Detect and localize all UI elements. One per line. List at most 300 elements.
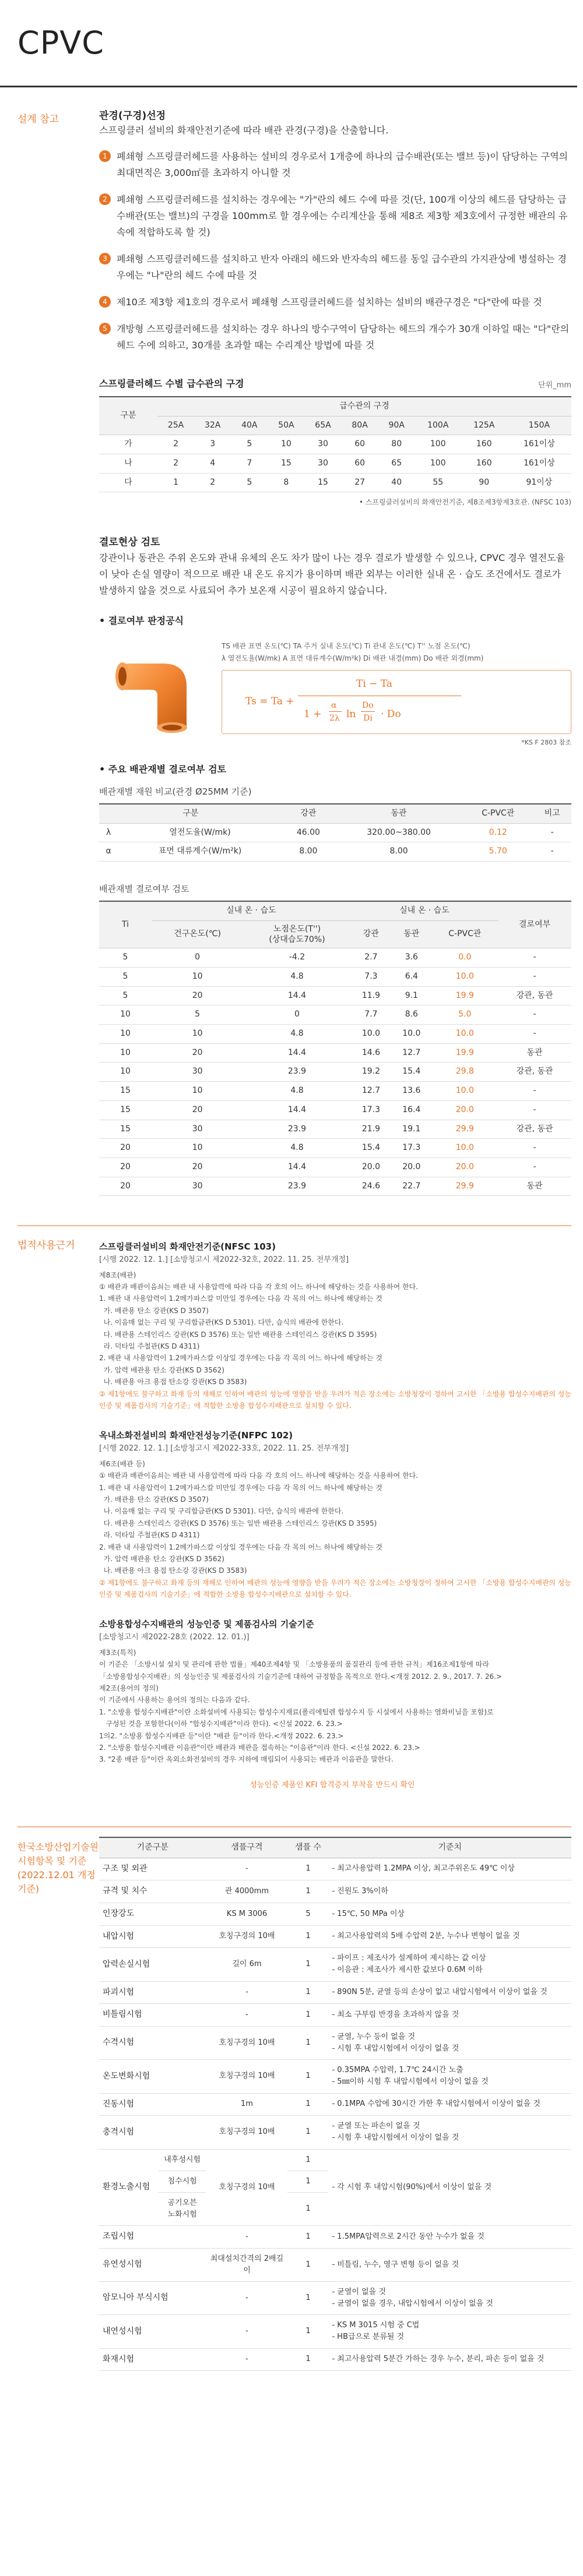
table-cell: 5: [231, 435, 268, 454]
law-block: [99, 1618, 571, 1765]
std-category: 내연성시험: [99, 2315, 206, 2348]
law-title: 소방용합성수지배관의 성능인증 및 제품검사의 기술기준: [99, 1619, 314, 1630]
table-cell: 22.7: [391, 1177, 431, 1196]
table-cell: 12.7: [351, 1082, 391, 1101]
std-sample: 호칭구경의 10배: [206, 2149, 287, 2226]
table-row: [99, 1177, 571, 1196]
head-table-col: 150A: [507, 416, 571, 435]
cell-name: 표면 대류계수(W/m²k): [118, 842, 282, 862]
table-row: [99, 1005, 571, 1025]
table-row: [99, 948, 571, 968]
law-text: [99, 1269, 571, 1412]
table-cell: -: [498, 1005, 571, 1025]
table-row: [99, 2060, 571, 2093]
table-row: [99, 986, 571, 1005]
law-block: [99, 1240, 571, 1411]
std-category: 온도변화시험: [99, 2060, 206, 2093]
law-line: 가. 압력 배관용 탄소 강관(KS D 3562): [99, 1554, 224, 1563]
table-cell: 4.8: [243, 1139, 351, 1158]
table-cell: 161이상: [507, 435, 571, 454]
table-cell: 5: [99, 968, 152, 987]
std-count: 1: [287, 2171, 328, 2192]
table-cell: 20.0: [351, 1158, 391, 1177]
std-criteria: - 균열이 없을 것 - 균열이 없을 경우, 내압시험에서 이상이 없을 것: [328, 2282, 571, 2315]
item-text: 개방형 스프링클러헤드를 설치하는 경우 하나의 방수구역이 담당하는 헤드의 개수가 30개 이하일 때는 "다"란의 헤드 수에 의하고, 30개를 초과할 때는 수리계산 방법에 따를 것: [117, 323, 570, 351]
head-table-columns: [99, 416, 571, 435]
table-cell: -: [498, 948, 571, 968]
table-row: [99, 2116, 571, 2149]
table-row: [99, 2348, 571, 2371]
law-line: 제3조(특칙): [99, 1648, 136, 1657]
table-cell: 9.1: [391, 986, 431, 1005]
divider-law: [17, 1225, 571, 1226]
table-row: [99, 1120, 571, 1139]
table-cell: 20: [152, 986, 243, 1005]
table-cell: 5: [152, 1005, 243, 1025]
law-line: 다. 배관용 스테인리스 강관(KS D 3576) 또는 일반 배관용 스테인리스 강관(KS D 3595): [99, 1330, 377, 1339]
design-item: [99, 321, 571, 354]
table-cell: 24.6: [351, 1177, 391, 1196]
table-cell: -: [498, 1082, 571, 1101]
table-cell: 30: [304, 454, 341, 474]
formula-legend: [222, 640, 571, 664]
table-cell: -: [498, 1025, 571, 1044]
item-number-badge: 4: [99, 296, 111, 308]
table-row: [99, 1025, 571, 1044]
cpvc-elbow-icon: [99, 640, 210, 739]
table-row: [99, 1880, 571, 1903]
table-cell: 19.2: [351, 1063, 391, 1082]
table-row: [99, 1925, 571, 1948]
table-cell: 21.9: [351, 1120, 391, 1139]
formula-cite: *KS F 2803 참조: [521, 738, 571, 746]
table-cell: 10: [152, 1139, 243, 1158]
table-row: [99, 2226, 571, 2249]
std-count: 1: [287, 2026, 328, 2059]
material-compare-table: [99, 803, 571, 862]
std-subcategory: 공기오븐 노화시험: [159, 2192, 206, 2225]
std-sample: 1m: [206, 2093, 287, 2116]
head-table-col: 40A: [231, 416, 268, 435]
table-row: [99, 823, 571, 842]
std-category: 압력손실시험: [99, 1948, 206, 1981]
law-body: [99, 1234, 577, 1765]
table-cell: 15: [99, 1082, 152, 1101]
table-cell: 20.0: [432, 1100, 498, 1120]
table-cell: 11.9: [351, 986, 391, 1005]
item-number-badge: 5: [99, 323, 111, 334]
std-criteria: - 균열, 누수 등이 없을 것 - 시험 후 내압시험에서 이상이 없을 것: [328, 2026, 571, 2059]
std-count: 1: [287, 2315, 328, 2348]
std-sample: -: [206, 2315, 287, 2348]
law-line: 가. 압력 배관용 탄소 강관(KS D 3562): [99, 1365, 224, 1374]
head-table-col: 65A: [304, 416, 341, 435]
result-h-room: 실내 온 · 습도: [152, 901, 351, 920]
std-category: 수격시험: [99, 2026, 206, 2059]
table-cell: 60: [342, 454, 378, 474]
formula-ts: Ts = Ta +: [245, 695, 294, 707]
table-row: [99, 842, 571, 862]
table-cell: 160: [461, 454, 507, 474]
table-cell: 8: [268, 473, 304, 492]
row-label: 가: [99, 435, 157, 454]
law-line: 「소방용합성수지배관」의 성능인증 및 제품검사의 기술기준에 대하여 규정함을 목적으로 한다.<개정 2012. 2. 9., 2017. 7. 26.>: [99, 1672, 502, 1681]
std-sample: -: [206, 1981, 287, 2004]
table-row: [99, 1981, 571, 2004]
table-cell: 40: [378, 473, 415, 492]
result-h-cond: 결로여부: [498, 901, 571, 948]
table-cell: 10: [99, 1063, 152, 1082]
standards-section: [0, 1837, 583, 2371]
std-criteria: - 최고사용압력의 5배 수압력 2분, 누수나 변형이 없을 것: [328, 1925, 571, 1948]
table-row: [99, 473, 571, 492]
std-count: 1: [287, 2248, 328, 2281]
std-category: 조립시험: [99, 2226, 206, 2249]
result-title: 배관재별 결로여부 검토: [99, 884, 189, 895]
table-cell: 4.8: [243, 1082, 351, 1101]
table-row: [99, 1100, 571, 1120]
formula-numerator: Ti − Ta: [356, 677, 392, 690]
std-count: 1: [287, 1948, 328, 1981]
design-item-list: [99, 149, 571, 354]
std-category: 암모니아 부식시험: [99, 2282, 206, 2315]
table-cell: 100: [415, 435, 461, 454]
formula-legend-line-2: λ 열전도율(W/mk) A 표면 대류계수(W/m²k) Di 배관 내경(mm) Do 배관 외경(mm): [222, 654, 484, 662]
table-cell: 10.0: [432, 1082, 498, 1101]
table-cell: 20: [99, 1177, 152, 1196]
result-h-dry: 건구온도(℃): [152, 920, 243, 948]
std-count: 1: [287, 2116, 328, 2149]
design-heading: 관경(구경)선정: [99, 110, 166, 122]
law-line: 구성된 것을 포함한다(이하 "합성수지배관"이라 한다). <신설 2022. 6. 23.>: [99, 1720, 343, 1728]
std-criteria: - KS M 3015 시험 중 C법 - HB급으로 분류될 것: [328, 2315, 571, 2348]
formula-tail: · Do: [381, 708, 401, 720]
std-sample: -: [206, 2226, 287, 2249]
std-sample: 호칭구경의 10배: [206, 1925, 287, 1948]
table-cell: 4.8: [243, 1025, 351, 1044]
table-cell: 10.0: [351, 1025, 391, 1044]
head-table-col: 100A: [415, 416, 461, 435]
head-table-header: [99, 377, 571, 391]
law-line: 다. 배관용 스테인리스 강관(KS D 3576) 또는 일반 배관용 스테인리스 강관(KS D 3595): [99, 1519, 377, 1527]
table-cell: 10: [152, 1025, 243, 1044]
design-section: [0, 108, 583, 1196]
item-number-badge: 1: [99, 150, 111, 162]
std-criteria: - 파이프 : 제조사가 설계하여 제시하는 값 이상 - 이음관 : 제조사가 제시한 값보다 0.6M 이하: [328, 1948, 571, 1981]
table-cell: 10: [99, 1043, 152, 1063]
std-count: 1: [287, 1925, 328, 1948]
formula-do: Do: [362, 700, 374, 710]
table-row: [99, 1948, 571, 1981]
table-cell: 10: [268, 435, 304, 454]
table-cell: 14.4: [243, 1043, 351, 1063]
head-table-col: 80A: [342, 416, 378, 435]
table-cell: 14.6: [351, 1043, 391, 1063]
head-table-note: • 스프링클러설비의 화재안전기준, 제8조제3항제3호관. (NFSC 103): [359, 498, 571, 507]
std-sample: -: [206, 1858, 287, 1880]
law-line: 2. 배관 내 사용압력이 1.2메가파스칼 이상일 경우에는 다음 각 목의 어느 하나에 해당하는 것: [99, 1354, 382, 1363]
table-cell: 12.7: [391, 1043, 431, 1063]
result-h-cpvc: C-PVC관: [432, 920, 498, 948]
law-text: [99, 1458, 571, 1601]
page-header: [0, 0, 577, 87]
table-cell: 160: [461, 435, 507, 454]
table-cell: 20.0: [391, 1158, 431, 1177]
table-cell: 30: [152, 1177, 243, 1196]
law-line: 1. "소방용 합성수지배관"이란 소화설비에 사용되는 합성수지재료(폴리에틸렌 합성수지 등 시설에서 사용하는 염화비닐을 포함)로: [99, 1707, 494, 1716]
std-sample: -: [206, 2348, 287, 2371]
item-text: 폐쇄형 스프링클러헤드를 설치하는 경우에는 "가"란의 헤드 수에 따를 것(단, 100개 이상의 헤드를 담당하는 급수배관(또는 밸브)의 구경을 100mm로 할 경우에는 수리계산을 통해 제8조 제3항 제3호에서 규정한 배관의 유속에 적합하도록 할 것): [117, 194, 568, 238]
result-h-steel: 강관: [351, 920, 391, 948]
design-label: 설계 참고: [17, 114, 59, 125]
table-row: [99, 2282, 571, 2315]
std-count: 1: [287, 2149, 328, 2171]
table-cell: 3: [194, 435, 231, 454]
table-cell: 10: [99, 1005, 152, 1025]
law-block: [99, 1429, 571, 1600]
law-line: 나. 이음매 없는 구리 및 구리합금관(KS D 5301). 다만, 습식의 배관에 한한다.: [99, 1507, 344, 1516]
table-cell: 30: [152, 1120, 243, 1139]
table-cell: 15: [99, 1100, 152, 1120]
item-number-badge: 2: [99, 193, 111, 205]
cell-steel: 46.00: [282, 823, 335, 842]
std-criteria: - 진원도 3%이하: [328, 1880, 571, 1903]
table-cell: 55: [415, 473, 461, 492]
result-h-copper: 동관: [391, 920, 431, 948]
std-sample: -: [206, 2282, 287, 2315]
design-intro: 스프링클러 설비의 화재안전기준에 따라 배관 관경(구경)을 산출합니다.: [99, 125, 389, 136]
std-count: 1: [287, 1981, 328, 2004]
formula-den-prefix: 1 +: [304, 708, 322, 720]
formula-alpha-line: [329, 711, 342, 712]
std-category: 화재시험: [99, 2348, 206, 2371]
table-cell: 0.0: [432, 948, 498, 968]
table-cell: 15.4: [391, 1063, 431, 1082]
table-cell: 20: [99, 1158, 152, 1177]
cell-note: -: [533, 842, 571, 862]
std-count: 1: [287, 2348, 328, 2371]
compare-body: [99, 823, 571, 861]
law-date: [시행 2022. 12. 1.] [소방청고시 제2022-32호, 2022. 11. 25. 전부개정]: [99, 1255, 349, 1264]
std-sample: 호칭구경의 10배: [206, 2116, 287, 2149]
std-criteria: - 비틀림, 누수, 영구 변형 등이 없을 것: [328, 2248, 571, 2281]
std-criteria: - 최고사용압력 1.2MPA 이상, 최고주위온도 49℃ 이상: [328, 1858, 571, 1880]
law-date: [시행 2022. 12. 1.] [소방청고시 제2022-33호, 2022. 11. 25. 전부개정]: [99, 1444, 349, 1453]
std-count: 1: [287, 2004, 328, 2027]
table-row: [99, 2248, 571, 2281]
item-text: 폐쇄형 스프링클러헤드를 설치하고 반자 아래의 헤드와 반자속의 헤드를 동일 급수관의 가지관상에 병설하는 경우에는 "나"란의 헤드 수에 따를 것: [117, 253, 567, 281]
design-item: [99, 294, 571, 310]
table-cell: 10.0: [432, 1025, 498, 1044]
table-row: [99, 2093, 571, 2116]
table-cell: 강관, 동관: [498, 1120, 571, 1139]
table-cell: 29.9: [432, 1120, 498, 1139]
table-row: [99, 1158, 571, 1177]
table-cell: 17.3: [351, 1100, 391, 1120]
table-cell: 20: [152, 1100, 243, 1120]
std-h-category: 기준구분: [99, 1837, 206, 1858]
table-cell: 14.4: [243, 1158, 351, 1177]
table-row: [99, 1082, 571, 1101]
table-cell: 80: [378, 435, 415, 454]
table-cell: 10: [99, 1025, 152, 1044]
table-cell: 4.8: [243, 968, 351, 987]
table-cell: 5: [231, 473, 268, 492]
table-cell: 7.7: [351, 1005, 391, 1025]
item-text: 폐쇄형 스프링클러헤드를 사용하는 설비의 경우로서 1개층에 하나의 급수배관(또는 밸브 등)이 담당하는 구역의 최대면적은 3,000㎡를 초과하지 아니할 것: [117, 151, 568, 179]
law-line: 2. "소방용 합성수지배관 이음관"이란 배관과 배관을 접속하는 "이음관"이라 한다. <신설 2022. 6. 23.>: [99, 1743, 420, 1752]
result-h-room2: 실내 온 · 습도: [351, 901, 498, 920]
formula-do-di-line: [361, 711, 375, 712]
table-cell: 1: [157, 473, 194, 492]
std-sample: 호칭구경의 10배: [206, 2026, 287, 2059]
standards-body: [99, 1837, 577, 2371]
table-row: [99, 2149, 571, 2171]
law-line: 제6조(배관 등): [99, 1459, 145, 1468]
std-criteria: - 최고사용압력 5분간 가하는 경우 누수, 분리, 파손 등이 없을 것: [328, 2348, 571, 2371]
std-category: 충격시험: [99, 2116, 206, 2149]
standards-table: [99, 1837, 571, 2371]
cell-cpvc: 0.12: [463, 823, 533, 842]
table-cell: 10.0: [391, 1025, 431, 1044]
formula-alpha: α: [331, 700, 337, 710]
condensation-intro: 강관이나 동관은 주위 온도와 관내 유체의 온도 차가 많이 나는 경우 결로가 발생할 수 있으나, CPVC 경우 열전도율이 낮아 손실 열량이 적으므로 배관 내 온도 유지가 용이하며 배관 외부는 이러한 실내 온 · 습도 조건에서도 결로가 발생하지 않을 것으로 사료되어 추가 보온재 시공이 필요하지 않습니다.: [99, 552, 566, 597]
table-cell: 14.4: [243, 1100, 351, 1120]
law-highlight: ② 제1항에도 불구하고 화재 등의 재해로 인하여 배관의 성능에 영향을 받을 우려가 적은 장소에는 소방청장이 정하여 고시한 「소방용 합성수지배관의 성능인증 및 제품검사의 기술기준」에 적합한 소방용 합성수지배관으로 설치할 수 있다.: [99, 1578, 571, 1599]
row-label: 다: [99, 473, 157, 492]
head-table-col: 125A: [461, 416, 507, 435]
law-title: 스프링클러설비의 화재안전기준(NFSC 103): [99, 1241, 276, 1252]
row-label: 나: [99, 454, 157, 474]
cell-note: -: [533, 823, 571, 842]
table-cell: -: [498, 1139, 571, 1158]
result-h-ti: Ti: [99, 901, 152, 948]
table-cell: 30: [304, 435, 341, 454]
std-subcategory: 침수시험: [159, 2171, 206, 2192]
compare-h-copper: 동관: [335, 804, 463, 823]
compare-h-cpvc: C-PVC관: [463, 804, 533, 823]
law-text: [99, 1647, 571, 1766]
table-row: [99, 2004, 571, 2027]
formula-2lambda: 2λ: [329, 713, 340, 723]
table-cell: 2: [194, 473, 231, 492]
table-cell: 7.3: [351, 968, 391, 987]
cell-name: 열전도율(W/mk): [118, 823, 282, 842]
std-h-sample: 샘플구격: [206, 1837, 287, 1858]
cell-sym: α: [99, 842, 118, 862]
table-cell: 5: [99, 986, 152, 1005]
std-subcategory: 내후성시험: [159, 2149, 206, 2171]
table-cell: 19.9: [432, 986, 498, 1005]
std-criteria: - 15℃, 50 MPa 이상: [328, 1903, 571, 1925]
item-number-badge: 3: [99, 253, 111, 264]
table-cell: 10.0: [432, 1139, 498, 1158]
formula-equation: [222, 670, 571, 734]
std-sample: -: [206, 2004, 287, 2027]
law-line: 3. "2종 배관 등"이란 옥외소화전설비의 경우 지하에 매립되어 사용되는 배관과 이음관을 말한다.: [99, 1755, 394, 1764]
table-cell: 100: [415, 454, 461, 474]
compare-h-steel: 강관: [282, 804, 335, 823]
std-criteria: - 최소 구부림 반경을 초과하지 않을 것: [328, 2004, 571, 2027]
item-text: 제10조 제3항 제1호의 경우로서 폐쇄형 스프링클러헤드를 설치하는 설비의 배관구경은 "다"란에 따를 것: [117, 297, 542, 308]
table-cell: 강관, 동관: [498, 1063, 571, 1082]
table-cell: 0: [152, 948, 243, 968]
material-title: • 주요 배관재별 결로여부 검토: [99, 763, 226, 775]
table-cell: 19.9: [432, 1043, 498, 1063]
table-cell: 23.9: [243, 1120, 351, 1139]
table-row: [99, 454, 571, 474]
std-category: 유연성시험: [99, 2248, 206, 2281]
table-cell: 91이상: [507, 473, 571, 492]
std-criteria: - 1.5MPA압력으로 2시간 동안 누수가 없을 것: [328, 2226, 571, 2249]
condensation-result-table: [99, 901, 571, 1196]
std-category: 구조 및 외관: [99, 1858, 206, 1880]
std-h-count: 샘플 수: [287, 1837, 328, 1858]
table-cell: 29.9: [432, 1177, 498, 1196]
table-cell: 동관: [498, 1177, 571, 1196]
table-cell: 29.8: [432, 1063, 498, 1082]
law-line: 2. 배관 내 사용압력이 1.2메가파스칼 이상일 경우에는 다음 각 목의 어느 하나에 해당하는 것: [99, 1543, 382, 1551]
table-cell: 10: [152, 968, 243, 987]
std-category: 내압시험: [99, 1925, 206, 1948]
std-category: 인장강도: [99, 1903, 206, 1925]
std-criteria: - 각 시험 후 내압시험(90%)에서 이상이 없을 것: [328, 2149, 571, 2226]
table-cell: 90: [461, 473, 507, 492]
table-cell: -: [498, 968, 571, 987]
law-line: 나. 배관용 아크 용접 탄소강 강관(KS D 3583): [99, 1566, 247, 1575]
table-cell: 2: [157, 435, 194, 454]
law-line: 라. 덕타일 주철관(KS D 4311): [99, 1342, 200, 1351]
std-sample: 호칭구경의 10배: [206, 2060, 287, 2093]
table-row: [99, 2315, 571, 2348]
head-count-table: [99, 396, 571, 492]
table-row: [99, 435, 571, 454]
table-cell: 161이상: [507, 454, 571, 474]
table-cell: -: [498, 1100, 571, 1120]
table-cell: 2: [157, 454, 194, 474]
table-cell: 23.9: [243, 1063, 351, 1082]
law-line: 제2조(용어의 정의): [99, 1684, 159, 1693]
head-table-col: 50A: [268, 416, 304, 435]
table-cell: 65: [378, 454, 415, 474]
table-cell: 6.4: [391, 968, 431, 987]
table-cell: -4.2: [243, 948, 351, 968]
formula-di: Di: [363, 713, 373, 723]
law-label: 법적사용근거: [17, 1240, 75, 1252]
table-cell: 10.0: [432, 968, 498, 987]
std-category: 진동시험: [99, 2093, 206, 2116]
formula-legend-line-1: TS 배관 표면 온도(℃) TA 주거 실내 온도(℃) Ti 관내 온도(℃) T'' 노점 온도(℃): [222, 642, 470, 651]
std-category: 비틀림시험: [99, 2004, 206, 2027]
law-line: 나. 배관용 아크 용접 탄소강 강관(KS D 3583): [99, 1378, 247, 1386]
table-cell: 4: [194, 454, 231, 474]
table-row: [99, 1043, 571, 1063]
std-criteria: - 균열 또는 파손이 없을 것 - 시험 후 내압시험에서 이상이 없을 것: [328, 2116, 571, 2149]
std-criteria: - 890N 5분, 균열 등의 손상이 없고 내압시험에서 이상이 없을 것: [328, 1981, 571, 2004]
cell-copper: 8.00: [335, 842, 463, 862]
table-cell: 14.4: [243, 986, 351, 1005]
table-cell: 15.4: [351, 1139, 391, 1158]
formula-panel: [210, 640, 571, 747]
design-item: [99, 149, 571, 181]
table-row: [99, 2026, 571, 2059]
law-footer: 성능인증 제품인 KFI 합격증지 부착을 반드시 확인: [250, 1780, 415, 1790]
table-cell: -: [498, 1158, 571, 1177]
std-count: 1: [287, 1858, 328, 1880]
head-table-row-header: 구분: [99, 397, 157, 435]
std-category: 규격 및 치수: [99, 1880, 206, 1903]
law-line: 이 기준은 「소방시설 설치 및 관리에 관한 법률」제40조제4항 및 「소방용품의 품질관리 등에 관한 규칙」제16조제1항에 따라: [99, 1660, 489, 1669]
